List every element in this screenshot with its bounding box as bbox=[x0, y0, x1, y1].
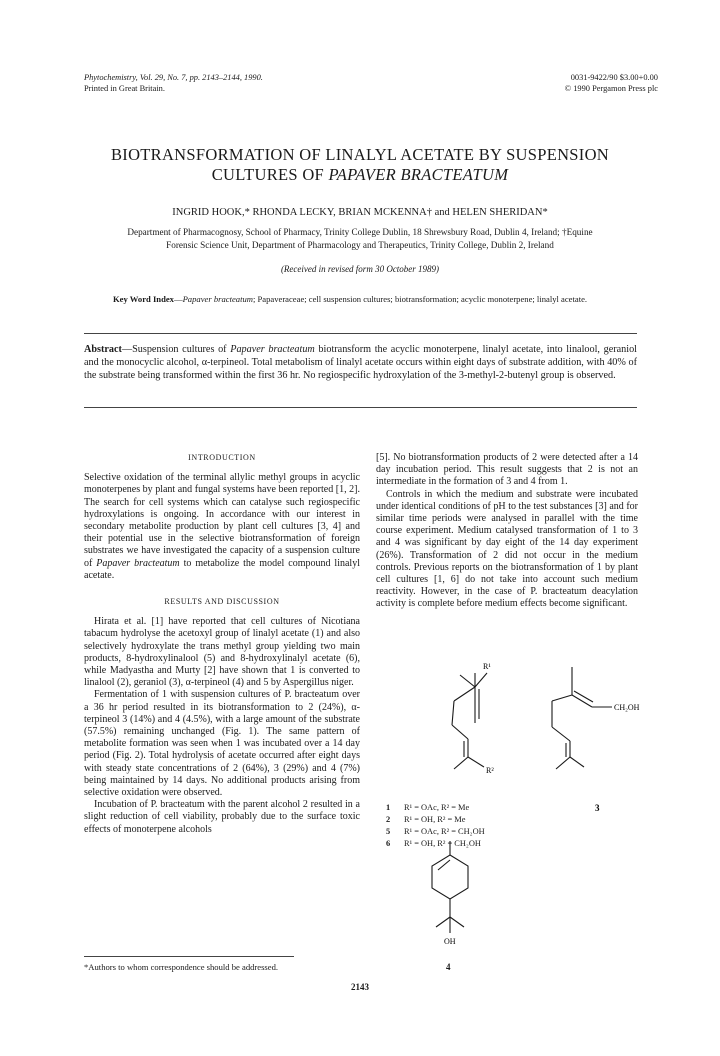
copyright-line: © 1990 Pergamon Press plc bbox=[564, 84, 658, 93]
keyword-label: Key Word Index bbox=[113, 294, 174, 304]
legend-row: 2 R¹ = OH, R² = Me bbox=[386, 815, 466, 824]
compound-3-number: 3 bbox=[595, 803, 600, 813]
author-list: INGRID HOOK,* RHONDA LECKY, BRIAN MCKENNA† and HELEN SHERIDAN* bbox=[172, 207, 548, 218]
results-paragraph-1: Hirata et al. [1] have reported that cell cultures of Nicotiana tabacum hydrolyse the acetoxyl group of linalyl acetate (1) and also selectively hydroxylate the trans methyl group yielding two main products, 8-hydroxylinalool (5) and 8-hydroxylinalyl acetate (6), while Madyastha and Murty [2] have shown that 1 is converted to linalool (2), geraniol (3), α-terpineol (4) and 5 by Aspergillus niger. bbox=[84, 616, 360, 689]
right-column bbox=[376, 452, 638, 611]
struct-3-bond bbox=[552, 727, 570, 741]
publisher-info bbox=[565, 72, 658, 94]
abstract-species: Papaver bracteatum bbox=[230, 344, 315, 355]
results-paragraph-2: Fermentation of 1 with suspension cultures of P. bracteatum over a 36 hr period resulted in its biotransformation to 2 (24%), α-terpineol 3 (14%) and 4 (4.5%), with a large amount of the substrate (57.5%) remaining unchanged (Fig. 1). The same pattern of metabolite formation was seen when 1 was incubated over a 14 day period (Fig. 2). Total hydrolysis of acetate occurred after eight days with steady state concentrations of 2 (64%), 3 (29%) and 4 (7%) being maintained by 14 days. No additional products arising from selective oxidation were observed. bbox=[84, 689, 360, 799]
keyword-index: Key Word Index—Papaver bracteatum; Papaveraceae; cell suspension cultures; biotransformation; acyclic monoterpene; linalyl acetate. bbox=[113, 294, 588, 304]
compound-4-number: 4 bbox=[446, 962, 451, 972]
printed-line: Printed in Great Britain. bbox=[84, 84, 165, 93]
struct-a-bond bbox=[452, 725, 468, 739]
abstract-label: Abstract bbox=[84, 344, 122, 355]
results-heading: RESULTS AND DISCUSSION bbox=[164, 597, 280, 607]
struct-4-ring bbox=[432, 855, 468, 899]
footnote: *Authors to whom correspondence should be addressed. bbox=[84, 962, 279, 972]
compound-legend bbox=[386, 802, 485, 850]
divider-top bbox=[84, 333, 637, 334]
right-paragraph-1: [5]. No biotransformation products of 2 were detected after a 14 day incubation period. This result suggests that 2 is not an intermediate in the formation of 3 and 4 from 1. bbox=[376, 452, 638, 488]
right-paragraph-2: Controls in which the medium and substrate were incubated under identical conditions of pH to the test substances [3] and for similar time periods were analysed in parallel with the time course experiment. Medium catalysed transformation of 1 to 3 and 4 was significant by day eight of the 14 day experiment (26%). Transformation of 2 did not occur in the medium controls. Previous reports on the biotransformation of 1 by plant cell cultures [1, 6] do not take into account such medium reactivity. However, in the case of P. bracteatum deacylation activity is complete before medium effects become significant. bbox=[376, 488, 638, 610]
received-date: (Received in revised form 30 October 1989) bbox=[280, 264, 440, 274]
legend-row: 1 R¹ = OAc, R² = Me bbox=[386, 803, 470, 812]
struct-3-bond bbox=[556, 757, 570, 769]
chemical-structures bbox=[380, 645, 640, 950]
title-line-2: CULTURES OF PAPAVER BRACTEATUM bbox=[211, 165, 509, 184]
legend-row: 6 R¹ = OH, R² = CH₂OH bbox=[386, 839, 481, 848]
struct-a-bond bbox=[460, 675, 475, 687]
affiliation-line-2: Forensic Science Unit, Department of Pharmacology and Therapeutics, Trinity College, Dublin 2, Ireland bbox=[166, 239, 554, 250]
introduction-text: Selective oxidation of the terminal allylic methyl groups in acyclic monoterpenes by plant and fungal systems have been reported [1, 2]. The search for cell systems which can catalyse such regiospecific hydroxylations is ongoing. In accordance with our interest in secondary metabolite production by plant cell cultures [3, 4] and their potential use in the selective biotransformation of foreign substrates we have investigated the capacity of a suspension culture of Papaver bracteatum to metabolize the model compound linalyl acetate. bbox=[84, 472, 360, 581]
struct-4-bond bbox=[450, 917, 464, 927]
journal-line: Phytochemistry, Vol. 29, No. 7, pp. 2143–2144, 1990. bbox=[84, 73, 263, 82]
struct-a-bond bbox=[454, 687, 475, 701]
footnote-rule bbox=[84, 956, 294, 957]
r2-label: R² bbox=[486, 766, 494, 775]
legend-row: 5 R¹ = OAc, R² = CH₂OH bbox=[386, 827, 485, 836]
struct-a-bond bbox=[475, 673, 487, 687]
keyword-species: Papaver bracteatum bbox=[182, 294, 253, 304]
abstract: Abstract—Suspension cultures of Papaver bracteatum biotransform the acyclic monoterpene, linalyl acetate, into linalool, geraniol and the monocyclic alcohol, α-terpineol. Total metabolism of linalyl acetate occurs within eight days of substrate addition, with 40% of the substrate being transformed within the first 36 hr. No regiospecific hydroxylation of the 3-methyl-2-butenyl group is observed. bbox=[84, 344, 637, 381]
oh-label: OH bbox=[444, 937, 456, 946]
title-species: PAPAVER BRACTEATUM bbox=[328, 165, 509, 184]
struct-a-bond bbox=[454, 757, 468, 769]
journal-citation bbox=[84, 72, 263, 94]
struct-a-bond bbox=[452, 701, 454, 725]
affiliation bbox=[60, 226, 660, 251]
struct-4-bond bbox=[436, 917, 450, 927]
divider-bottom bbox=[84, 407, 637, 408]
struct-a-bond bbox=[468, 757, 484, 767]
paper-title bbox=[60, 145, 660, 185]
affiliation-line-1: Department of Pharmacognosy, School of Pharmacy, Trinity College Dublin, 18 Shrewsbury Road, Dublin 4, Ireland; †Equine bbox=[127, 227, 593, 237]
title-line-1: BIOTRANSFORMATION OF LINALYL ACETATE BY SUSPENSION bbox=[110, 145, 610, 164]
page-number: 2143 bbox=[351, 982, 369, 992]
results-paragraph-3: Incubation of P. bracteatum with the parent alcohol 2 resulted in a slight reduction of cell viability, probably due to the surface toxic effects of monoterpene alcohols bbox=[84, 799, 360, 835]
issn-line: 0031-9422/90 $3.00+0.00 bbox=[570, 73, 658, 82]
left-column bbox=[84, 452, 360, 836]
struct-3-bond bbox=[572, 695, 592, 707]
struct-3-bond bbox=[570, 757, 584, 767]
ch2oh-label: CH₂OH bbox=[614, 703, 640, 712]
struct-3-bond bbox=[552, 695, 572, 701]
struct-3-double-bond bbox=[574, 691, 593, 702]
r1-label: R¹ bbox=[483, 662, 491, 671]
introduction-heading: INTRODUCTION bbox=[188, 453, 256, 462]
